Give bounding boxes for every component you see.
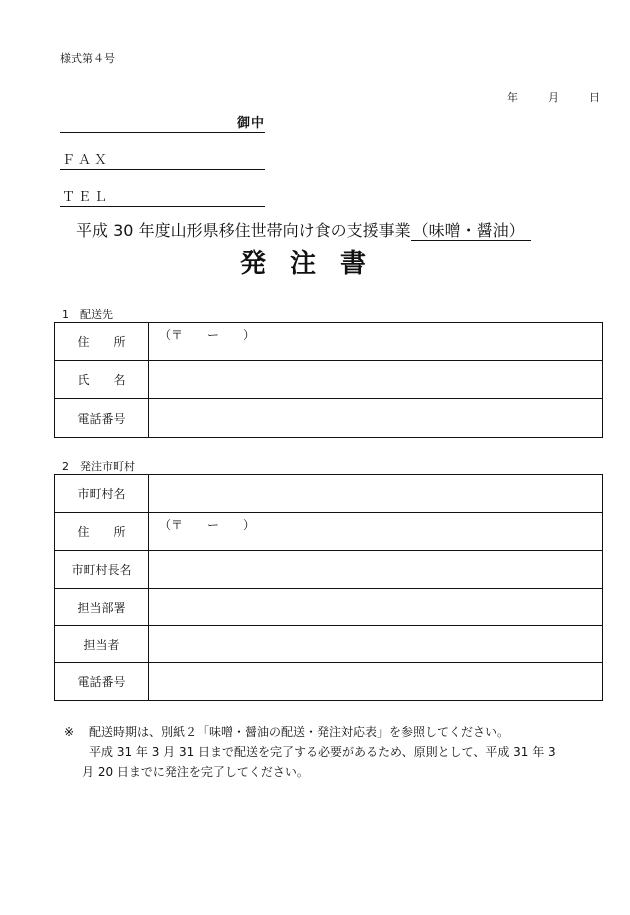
note-line-2: 平成 31 年 3 月 31 日まで配送を完了する必要があるため、原則として、平成 31 年 3 <box>89 745 556 759</box>
row-label: 住 所 <box>55 513 149 551</box>
project-year: 30 <box>113 221 134 240</box>
tel-line[interactable] <box>60 188 265 207</box>
table-row <box>55 513 603 551</box>
delivery-phone-input[interactable] <box>149 399 603 438</box>
row-label: 市町村長名 <box>55 551 149 589</box>
table-row <box>55 589 603 626</box>
date-month-label: 月 <box>548 91 559 104</box>
department-input[interactable] <box>149 589 603 626</box>
date-year-label: 年 <box>507 91 518 104</box>
municipality-table <box>54 474 603 701</box>
project-name: 年度山形県移住世帯向け食の支援事業 <box>138 221 411 240</box>
recipient-line[interactable] <box>60 114 265 133</box>
fax-line[interactable] <box>60 151 265 170</box>
row-label: 氏 名 <box>55 361 149 399</box>
row-label: 電話番号 <box>55 399 149 438</box>
table-row <box>55 551 603 589</box>
table-row <box>55 399 603 438</box>
municipality-address-input[interactable] <box>149 513 603 551</box>
note-mark: ※ <box>64 725 75 739</box>
contact-person-input[interactable] <box>149 626 603 663</box>
date-field <box>507 89 600 105</box>
row-label: 担当者 <box>55 626 149 663</box>
mayor-name-input[interactable] <box>149 551 603 589</box>
municipality-name-input[interactable] <box>149 475 603 513</box>
table-row <box>55 323 603 361</box>
fax-label: ＦＡＸ <box>62 153 111 168</box>
row-label: 担当部署 <box>55 589 149 626</box>
postal-placeholder: （〒 ー ） <box>159 328 256 342</box>
recipient-suffix: 御中 <box>236 116 265 131</box>
table-row <box>55 475 603 513</box>
table-row <box>55 361 603 399</box>
row-label: 電話番号 <box>55 663 149 701</box>
project-prefix: 平成 <box>76 221 109 240</box>
note-line-1: 配送時期は、別紙２「味噌・醤油の配送・発注対応表」を参照してください。 <box>89 725 510 739</box>
tel-label: ＴＥＬ <box>62 190 111 205</box>
form-number: 様式第４号 <box>60 52 115 65</box>
table-row <box>55 626 603 663</box>
section1-label: 1 配送先 <box>62 308 113 321</box>
project-title <box>76 218 531 241</box>
row-label: 市町村名 <box>55 475 149 513</box>
delivery-note <box>64 722 594 782</box>
municipality-phone-input[interactable] <box>149 663 603 701</box>
document-title: 発注書 <box>239 249 390 279</box>
note-line-3: 月 20 日までに発注を完了してください。 <box>82 765 309 779</box>
delivery-name-input[interactable] <box>149 361 603 399</box>
date-day-label: 日 <box>589 91 600 104</box>
delivery-table <box>54 322 603 438</box>
delivery-address-input[interactable] <box>149 323 603 361</box>
product-name: （味噌・醤油） <box>411 221 531 241</box>
section2-label: 2 発注市町村 <box>62 460 135 473</box>
postal-placeholder: （〒 ー ） <box>159 518 256 532</box>
table-row <box>55 663 603 701</box>
row-label: 住 所 <box>55 323 149 361</box>
